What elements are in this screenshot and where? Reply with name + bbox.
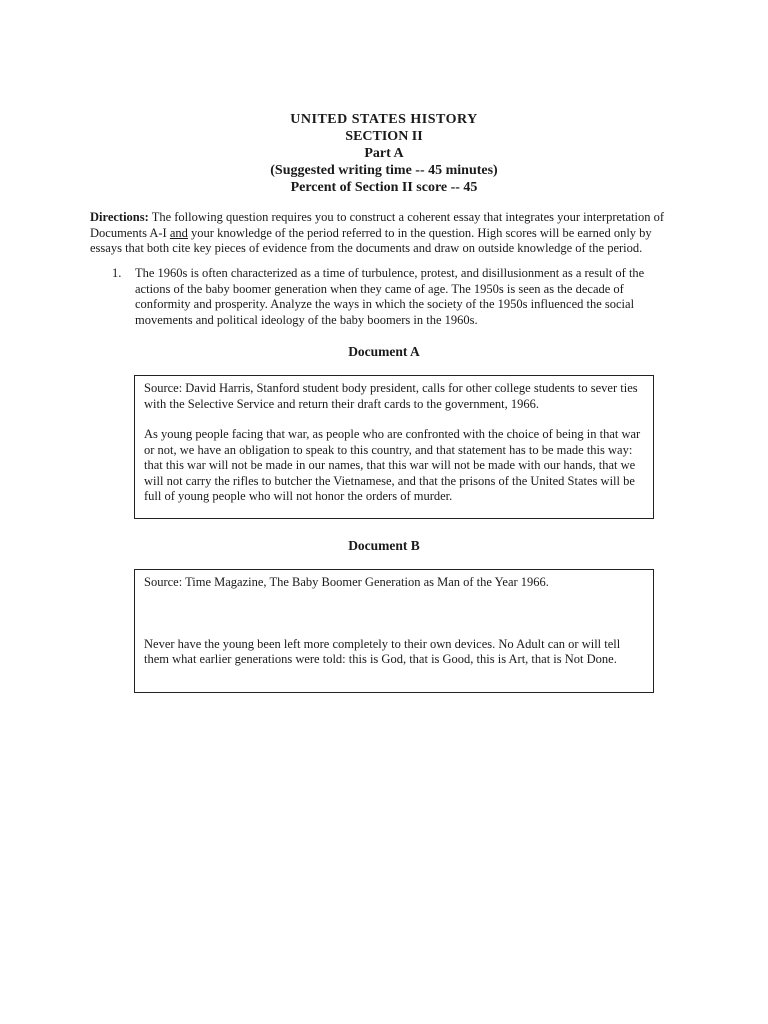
section-heading (0, 111, 768, 196)
question-text: The 1960s is often characterized as a time of turbulence, protest, and disillusionment as a result of the actions of the baby boomer generation when they came of age. The 1950s is seen as the decade of conformity and prosperity. Analyze the ways in which the society of the 1950s influenced the social movements and political ideology of the baby boomers in the 1960s. (135, 266, 645, 327)
document-b-source: Source: Time Magazine, The Baby Boomer Generation as Man of the Year 1966. (144, 575, 549, 589)
document-b-body: Never have the young been left more completely to their own devices. No Adult can or will tell them what earlier generations were told: this is God, that is Good, this is Art, that is Not Done. (144, 636, 621, 666)
question-number: 1. (112, 266, 122, 280)
heading-section: SECTION II (345, 129, 423, 144)
directions-and-word: and (169, 225, 188, 240)
heading-writing-time: (Suggested writing time -- 45 minutes) (270, 163, 498, 178)
document-b-heading: Document B (348, 538, 420, 553)
document-a-body: As young people facing that war, as people who are confronted with the choice of being in that war or not, we have an obligation to speak to this country, and that statement has to be made this way: that this war will not be made in our names, that this war will not be made with our hands, that we will not carry the rifles to butcher the Vietnamese, and that the prisons of the United States will be full of young people who will not honor the orders of murder. (144, 427, 641, 503)
heading-part: Part A (364, 146, 404, 161)
heading-score-percent: Percent of Section II score -- 45 (290, 180, 478, 195)
directions-text-part2: your knowledge of the period referred to in the question. High scores will be earned only by essays that both cite key pieces of evidence from the documents and draw on outside knowledge of the period. (90, 225, 652, 255)
essay-question (112, 266, 652, 328)
document-a-heading: Document A (348, 344, 420, 359)
directions-text-part1: The following question requires you to construct a coherent essay that integrates your interpretation of Documents A-I (90, 210, 665, 240)
document-a-source: Source: David Harris, Stanford student body president, calls for other college students to sever ties with the Selective Service and return their draft cards to the government, 1966. (144, 381, 638, 411)
heading-course-title: UNITED STATES HISTORY (290, 112, 478, 127)
document-a-box (134, 375, 654, 519)
document-b-box (134, 569, 654, 693)
directions-paragraph (90, 210, 670, 257)
directions-label: Directions: (90, 210, 149, 224)
